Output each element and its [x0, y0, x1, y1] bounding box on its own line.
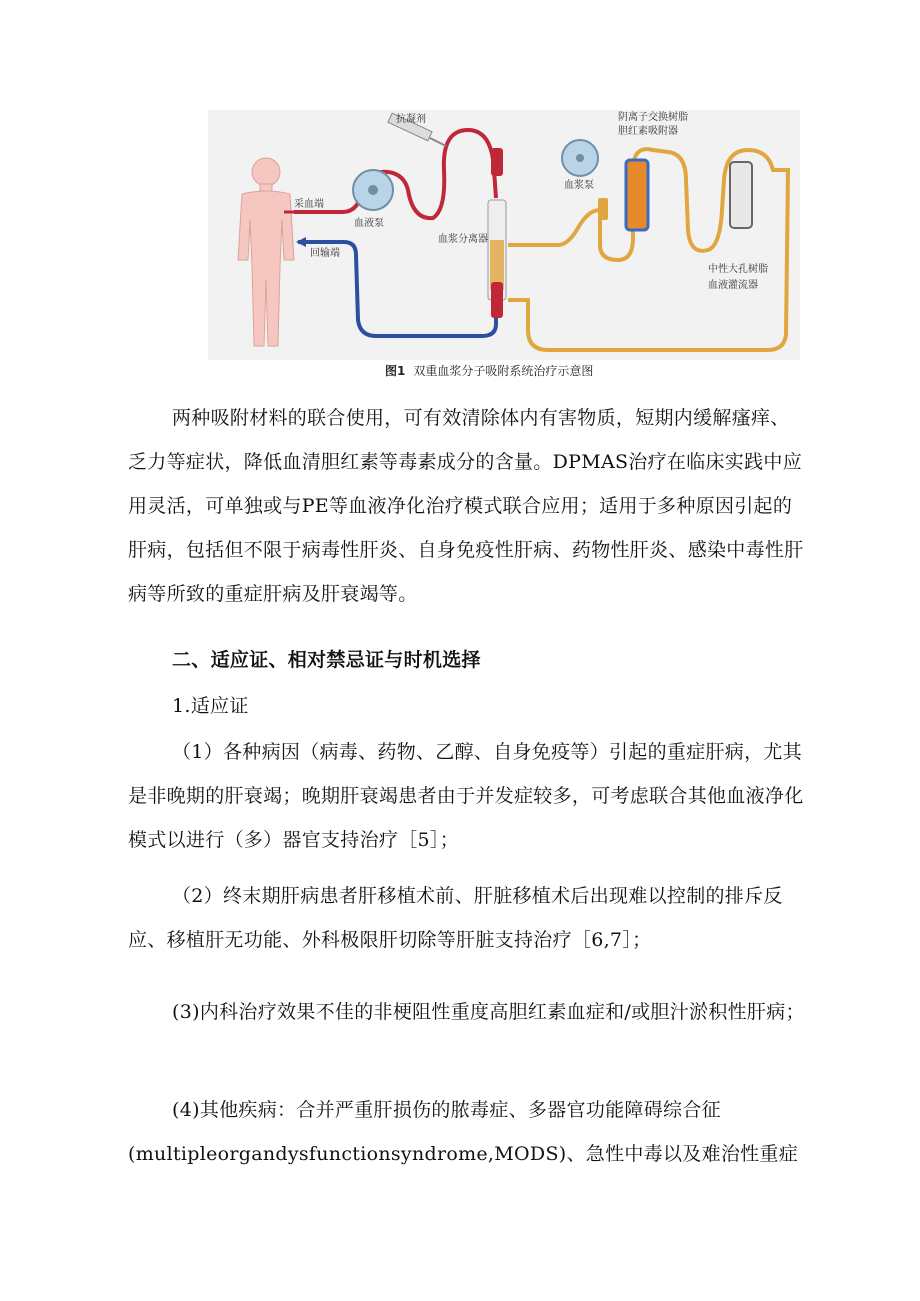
- paragraph-adsorption-summary: 两种吸附材料的联合使用，可有效清除体内有害物质，短期内缓解瘙痒、乏力等症状，降低血清胆红素等毒素成分的含量。DPMAS治疗在临床实践中应用灵活，可单独或与PE等血液净化治疗模式联合应用；适用于多种原因引起的肝病，包括但不限于病毒性肝炎、自身免疫性肝病、药物性肝炎、感染中毒性肝病等所致的重症肝病及肝衰竭等。: [128, 407, 804, 605]
- blood-bag-bottom-icon: [491, 282, 503, 318]
- blood-bag-top-icon: [491, 148, 503, 176]
- figure-caption-text: 双重血浆分子吸附系统治疗示意图: [413, 364, 594, 378]
- label-plasma-pump: 血浆泵: [564, 180, 594, 191]
- plasma-bag-icon: [598, 198, 608, 220]
- subheading-indications: 1.适应证: [172, 695, 249, 717]
- label-resin1-line2: 胆红素吸附器: [618, 126, 678, 137]
- label-blood-pump: 血液泵: [354, 218, 384, 229]
- label-resin1-line1: 阴离子交换树脂: [618, 112, 688, 123]
- label-anticoagulant: 抗凝剂: [396, 114, 426, 125]
- indication-item-4: (4)其他疾病：合并严重肝损伤的脓毒症、多器官功能障碍综合征(multipleorgandysfunctionsyndrome,MODS)、急性中毒以及难治性重症: [128, 1099, 799, 1165]
- anion-resin-adsorber-icon: [626, 160, 648, 230]
- figure-caption-number: 图1: [385, 364, 406, 378]
- label-resin2-line1: 中性大孔树脂: [708, 264, 768, 275]
- section-heading-indications: 二、适应证、相对禁忌证与时机选择: [172, 649, 481, 671]
- indication-item-2: （2）终末期肝病患者肝移植术前、肝脏移植术后出现难以控制的排斥反应、移植肝无功能、外科极限肝切除等肝脏支持治疗［6,7］；: [128, 885, 783, 951]
- label-separator: 血浆分离器: [438, 234, 488, 245]
- indication-item-3: (3)内科治疗效果不佳的非梗阻性重度高胆红素血症和/或胆汁淤积性肝病；: [172, 1001, 805, 1023]
- dpmas-diagram-svg: [208, 110, 800, 360]
- label-collect: 采血端: [294, 199, 324, 210]
- label-return: 回输端: [310, 248, 340, 259]
- label-resin2-line2: 血液灌流器: [708, 280, 758, 291]
- neutral-resin-perfusion-icon: [730, 162, 752, 228]
- indication-item-1: （1）各种病因（病毒、药物、乙醇、自身免疫等）引起的重症肝病，尤其是非晚期的肝衰竭；晚期肝衰竭患者由于并发症较多，可考虑联合其他血液净化模式以进行（多）器官支持治疗［5］；: [128, 741, 804, 851]
- figure-caption: [385, 362, 593, 379]
- dpmas-diagram: [208, 110, 800, 382]
